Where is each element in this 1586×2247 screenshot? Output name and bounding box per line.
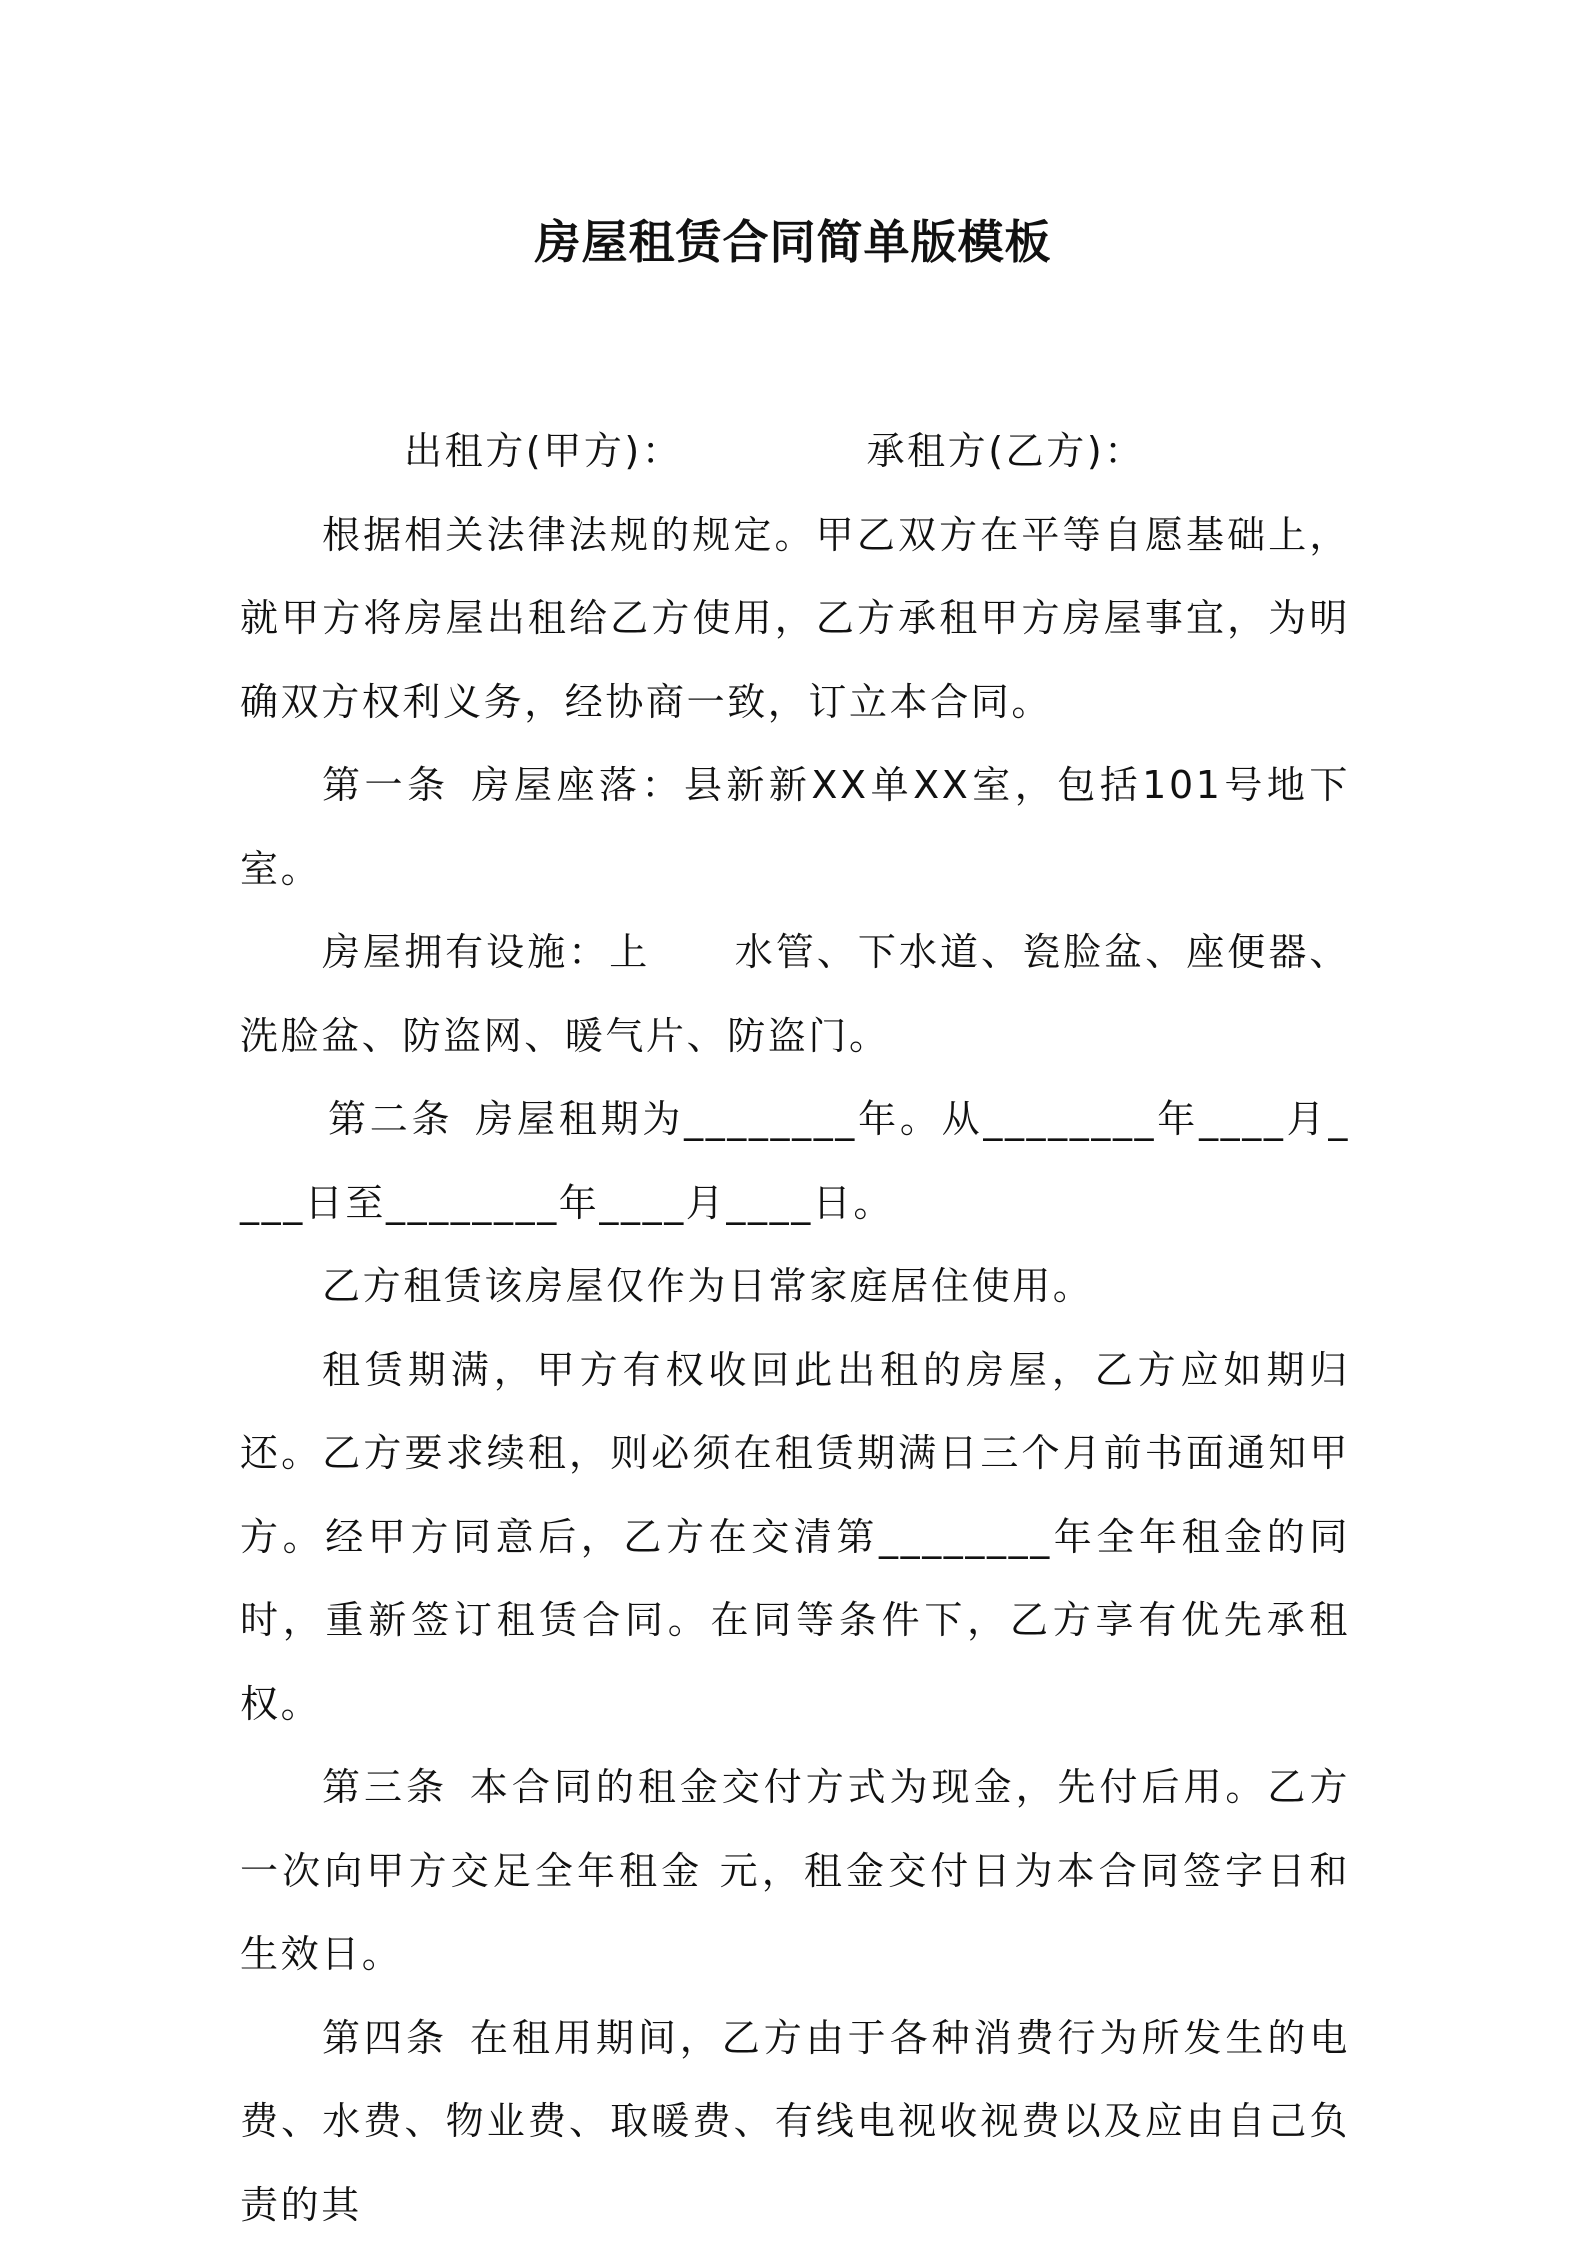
document-title: 房屋租赁合同简单版模板 <box>0 212 1586 272</box>
article-4-text: 在租用期间，乙方由于各种消费行为所发生的电费、水费、物业费、取暖费、有线电视收视费以及应由自己负责的其 <box>240 2016 1350 2227</box>
article-2-paragraph <box>240 1078 1350 1245</box>
article-4-title: 第四条 <box>322 2016 448 2060</box>
article-2-title: 第二条 <box>328 1097 453 1141</box>
lessee-label: 承租方(乙方)： <box>784 410 1144 494</box>
article-1-text: 房屋座落：县新新XX单XX室，包括101号地下室。 <box>240 763 1350 891</box>
article-3-title: 第三条 <box>322 1765 448 1809</box>
facilities-paragraph <box>240 911 1350 1078</box>
lessor-label: 出租方(甲方)： <box>322 410 682 494</box>
document-body <box>240 410 1350 2247</box>
renewal-paragraph: 租赁期满，甲方有权收回此出租的房屋，乙方应如期归还。乙方要求续租，则必须在租赁期满日三个月前书面通知甲方。经甲方同意后，乙方在交清第________年全年租金的同时，重新签订租赁合同。在同等条件下，乙方享有优先承租权。 <box>240 1329 1350 1747</box>
article-1-title: 第一条 <box>322 763 449 807</box>
facilities-lead: 房屋拥有设施：上 <box>322 930 650 974</box>
parties-line <box>240 410 1350 494</box>
article-2-text: 房屋租期为________年。从________年____月____日至________年____月____日。 <box>240 1097 1350 1225</box>
article-3-text: 本合同的租金交付方式为现金，先付后用。乙方一次向甲方交足全年租金 元，租金交付日为本合同签字日和生效日。 <box>240 1765 1350 1976</box>
preamble-paragraph: 根据相关法律法规的规定。甲乙双方在平等自愿基础上，就甲方将房屋出租给乙方使用，乙方承租甲方房屋事宜，为明确双方权利义务，经协商一致，订立本合同。 <box>240 494 1350 745</box>
usage-paragraph: 乙方租赁该房屋仅作为日常家庭居住使用。 <box>240 1245 1350 1329</box>
article-3-paragraph <box>240 1746 1350 1997</box>
article-1-paragraph <box>240 744 1350 911</box>
facilities-text: 水管、下水道、瓷脸盆、座便器、洗脸盆、防盗网、暖气片、防盗门。 <box>240 930 1350 1058</box>
article-4-paragraph <box>240 1997 1350 2247</box>
